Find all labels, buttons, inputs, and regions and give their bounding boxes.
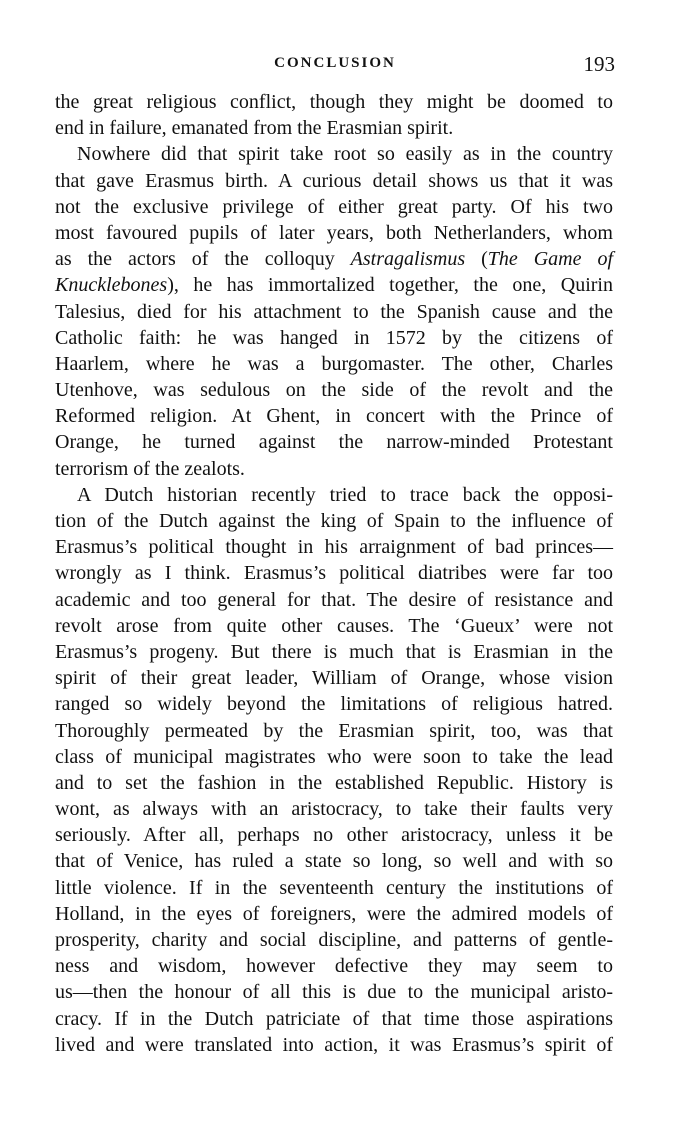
text-line: prosperity, charity and social discipline, and patterns of gentle- [55,929,613,951]
text-line: little violence. If in the seventeenth century the institutions of [55,876,613,899]
text-line: the great religious conflict, though they might be doomed to [55,91,613,113]
text-line: Talesius, died for his attachment to the Spanish cause and the [55,300,613,323]
text-line: us—then the honour of all this is due to the municipal aristo- [55,981,613,1004]
text-line: terrorism of the zealots. [55,457,245,480]
text-line [55,272,613,298]
body-text [55,89,613,1058]
running-head [55,52,615,82]
text-line: ness and wisdom, however defective they may seem to [55,955,613,978]
text-line: academic and too general for that. The desire of resistance and [55,588,613,611]
text-line: end in failure, emanated from the Erasmian spirit. [55,117,454,140]
text-line: and to set the fashion in the established Republic. History is [55,771,613,794]
text-line: wrongly as I think. Erasmus’s political diatribes were far too [55,562,613,585]
text-line: that of Venice, has ruled a state so long, so well and with so [55,850,613,873]
text-line: not the exclusive privilege of either great party. Of his two [55,195,613,218]
page-number: 193 [583,52,615,76]
running-title: CONCLUSION [274,55,396,71]
line-segment: ( [465,248,488,271]
text-line: Utenhove, was sedulous on the side of the revolt and the [55,379,613,402]
text-line: class of municipal magistrates who were soon to take the lead [55,745,613,768]
text-line: Holland, in the eyes of foreigners, were the admired models of [55,902,613,925]
text-line: most favoured pupils of later years, both Netherlanders, whom [55,221,613,244]
italic-title: The Game of [487,248,613,271]
text-line: lived and were translated into action, it was Erasmus’s spirit of [55,1033,613,1056]
text-line: A Dutch historian recently tried to trace back the opposi- [77,483,613,506]
italic-title: Knucklebones [55,274,168,297]
text-line: Haarlem, where he was a burgomaster. The other, Charles [55,352,613,375]
text-line: Erasmus’s political thought in his arraignment of bad princes— [55,536,613,559]
text-line: seriously. After all, perhaps no other aristocracy, unless it be [55,824,613,847]
text-line: that gave Erasmus birth. A curious detail shows us that it was [55,169,613,192]
line-segment: ), he has immortalized together, the one, Quirin [167,274,613,297]
text-line [55,246,613,272]
text-line: Catholic faith: he was hanged in 1572 by the citizens of [55,326,613,349]
text-line: revolt arose from quite other causes. The ‘Gueux’ were not [55,614,613,637]
text-line: Nowhere did that spirit take root so easily as in the country [77,143,613,166]
line-segment: as the actors of the colloquy [55,248,351,271]
text-line: spirit of their great leader, William of Orange, whose vision [55,667,613,690]
text-line: tion of the Dutch against the king of Spain to the influence of [55,510,613,532]
text-line: Thoroughly permeated by the Erasmian spirit, too, was that [55,719,613,742]
text-line: Orange, he turned against the narrow-minded Protestant [55,431,613,454]
italic-title: Astragalismus [350,248,466,271]
text-line: cracy. If in the Dutch patriciate of that time those aspirations [55,1007,613,1030]
text-line: Erasmus’s progeny. But there is much that is Erasmian in the [55,640,613,663]
text-line: wont, as always with an aristocracy, to take their faults very [55,798,613,821]
text-line: ranged so widely beyond the limitations of religious hatred. [55,693,613,716]
text-line: Reformed religion. At Ghent, in concert with the Prince of [55,405,613,428]
